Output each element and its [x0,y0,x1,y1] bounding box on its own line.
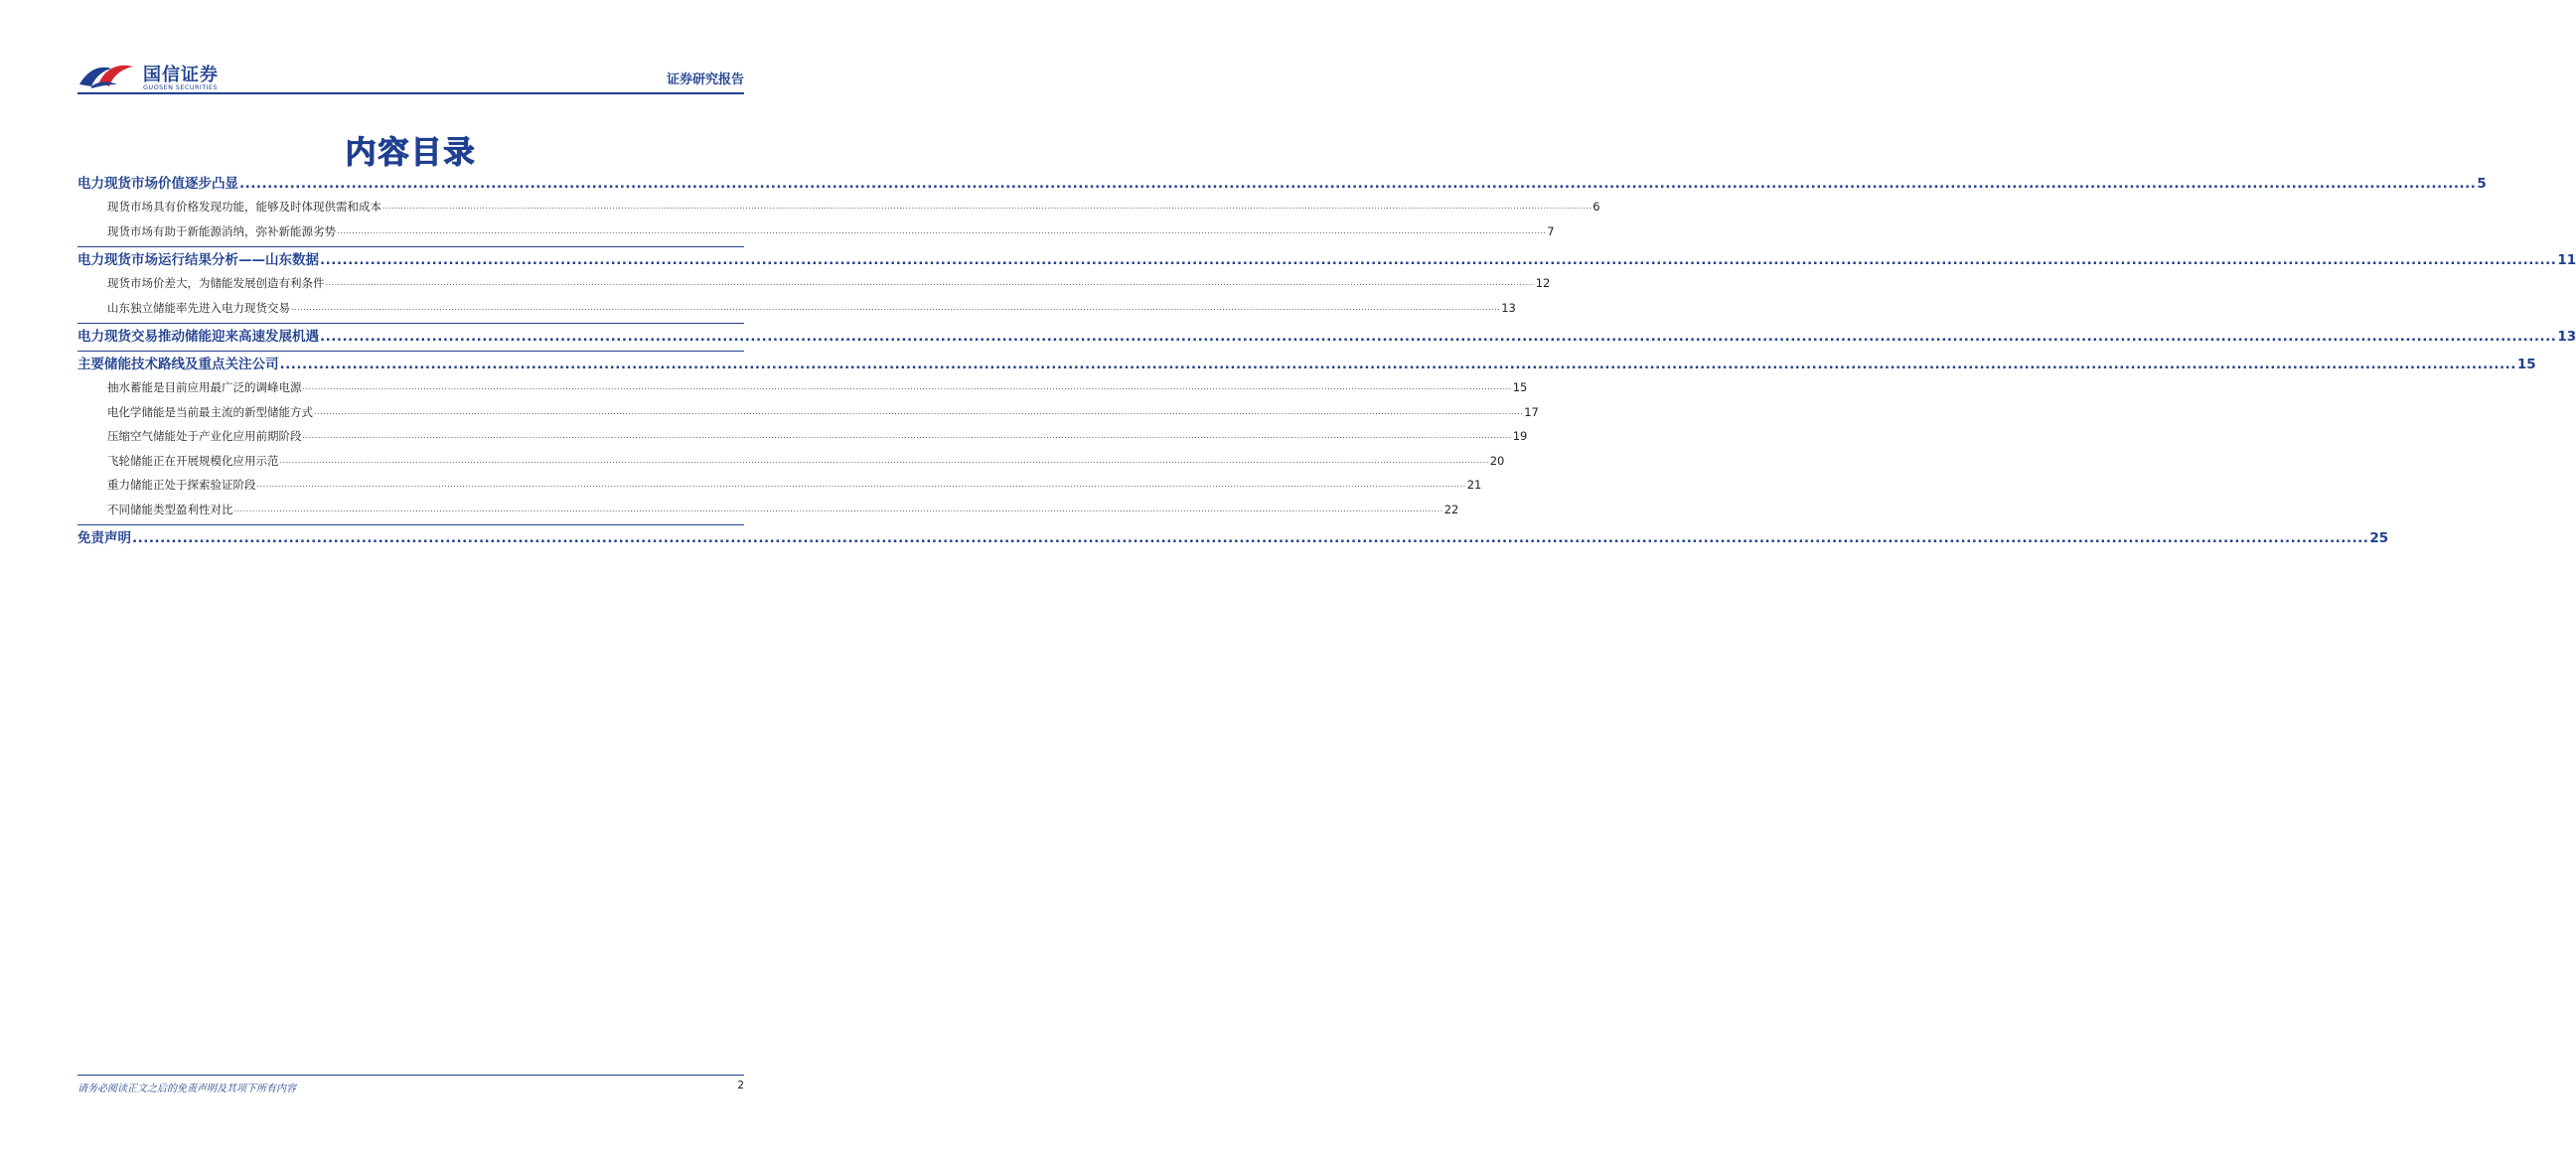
header-divider [77,92,744,94]
toc-entry-label: 压缩空气储能处于产业化应用前期阶段 [107,429,302,443]
toc-entry-label: 电力现货交易推动储能迎来高速发展机遇 [77,329,319,345]
toc-entry-label: 现货市场具有价格发现功能，能够及时体现供需和成本 [107,200,381,214]
toc-entry-level2[interactable] [77,426,1528,446]
toc-entry-page: 17 [1524,404,1539,419]
report-type: 证券研究报告 [666,73,744,87]
toc-entry-page: 13 [1501,300,1516,315]
toc-entry-level2[interactable] [77,451,1505,471]
toc-leader-dots: ................................................................................................................................................................................................................................................................................................................................................................................................................ [320,329,2557,345]
toc-leader-dots: ................................................................................................................................................................................................................................................................................................................................................................................................................ [337,225,1547,235]
toc-entry-level1[interactable] [77,527,2389,549]
toc-entry-label: 主要储能技术路线及重点关注公司 [77,357,279,372]
footer-page-number: 2 [737,1080,744,1091]
toc-section-rule [77,351,744,352]
toc-entry-level1[interactable] [77,249,2576,271]
toc-entry-level2[interactable] [77,402,1539,422]
toc-entry-page: 6 [1592,200,1600,214]
toc-leader-dots: ................................................................................................................................................................................................................................................................................................................................................................................................................ [302,382,1512,391]
toc-entry-label: 重力储能正处于探索验证阶段 [107,478,256,492]
toc-entry-level1[interactable] [77,354,2536,375]
company-name-cn: 国信证券 [143,65,219,85]
toc-entry-label: 不同储能类型盈利性对比 [107,502,233,516]
toc-leader-dots: ................................................................................................................................................................................................................................................................................................................................................................................................................ [256,480,1466,489]
toc-entry-page: 7 [1547,223,1555,238]
toc-entry-level2[interactable] [77,298,1516,318]
toc-entry-level2[interactable] [77,273,1551,293]
toc-title: 内容目录 [345,135,477,171]
toc-section-rule [77,246,744,247]
toc-leader-dots: ................................................................................................................................................................................................................................................................................................................................................................................................................ [239,176,2477,192]
toc-entry-label: 电力现货市场价值逐步凸显 [77,176,238,192]
toc-leader-dots: ................................................................................................................................................................................................................................................................................................................................................................................................................ [314,406,1524,416]
toc-entry-label: 电力现货市场运行结果分析——山东数据 [77,252,319,268]
toc-entry-page: 13 [2557,329,2576,345]
toc-leader-dots: ................................................................................................................................................................................................................................................................................................................................................................................................................ [302,431,1512,440]
toc-entry-label: 免责声明 [77,530,131,546]
footer-disclaimer: 请务必阅读正文之后的免责声明及其项下所有内容 [77,1084,296,1094]
toc-leader-dots: ................................................................................................................................................................................................................................................................................................................................................................................................................ [132,530,2369,546]
page-header [77,55,744,94]
toc-entry-page: 5 [2477,176,2487,192]
toc-entry-level2[interactable] [77,500,1459,519]
toc-entry-label: 抽水蓄能是目前应用最广泛的调峰电源 [107,380,302,394]
toc-leader-dots: ................................................................................................................................................................................................................................................................................................................................................................................................................ [279,455,1489,465]
toc-leader-dots: ................................................................................................................................................................................................................................................................................................................................................................................................................ [382,202,1592,211]
toc-entry-page: 12 [1535,276,1551,290]
toc-entry-page: 15 [2516,357,2536,372]
guosen-logo-icon [77,59,137,90]
toc-leader-dots: ................................................................................................................................................................................................................................................................................................................................................................................................................ [279,357,2516,372]
toc-entry-page: 20 [1489,453,1505,468]
toc-entry-label: 山东独立储能率先进入电力现货交易 [107,300,290,315]
toc-leader-dots: ................................................................................................................................................................................................................................................................................................................................................................................................................ [291,302,1501,312]
toc-entry-page: 22 [1443,502,1459,516]
toc-leader-dots: ................................................................................................................................................................................................................................................................................................................................................................................................................ [325,278,1535,287]
toc-section-rule [77,323,744,324]
toc-entry-page: 25 [2369,530,2389,546]
toc-entry-level2[interactable] [77,475,1482,495]
toc-entry-level1[interactable] [77,326,2576,348]
toc-entry-page: 11 [2557,252,2576,268]
guosen-logo [77,55,236,94]
toc-entry-page: 19 [1512,429,1528,443]
toc-leader-dots: ................................................................................................................................................................................................................................................................................................................................................................................................................ [233,504,1443,513]
toc-entry-level2[interactable] [77,221,1555,241]
toc-entry-level2[interactable] [77,377,1528,397]
toc-entry-level1[interactable] [77,173,2487,195]
toc-entry-label: 现货市场有助于新能源消纳，弥补新能源劣势 [107,223,336,238]
toc-entry-label: 电化学储能是当前最主流的新型储能方式 [107,404,313,419]
toc-entry-page: 15 [1512,380,1528,394]
toc-entry-label: 现货市场价差大，为储能发展创造有利条件 [107,276,325,290]
company-name-en: GUOSEN SECURITIES [143,83,218,91]
toc-entry-page: 21 [1466,478,1482,492]
footer-divider [77,1075,744,1076]
toc-leader-dots: ................................................................................................................................................................................................................................................................................................................................................................................................................ [320,252,2557,268]
toc-entry-level2[interactable] [77,197,1600,217]
toc-section-rule [77,524,744,525]
toc-entry-label: 飞轮储能正在开展规模化应用示范 [107,453,279,468]
